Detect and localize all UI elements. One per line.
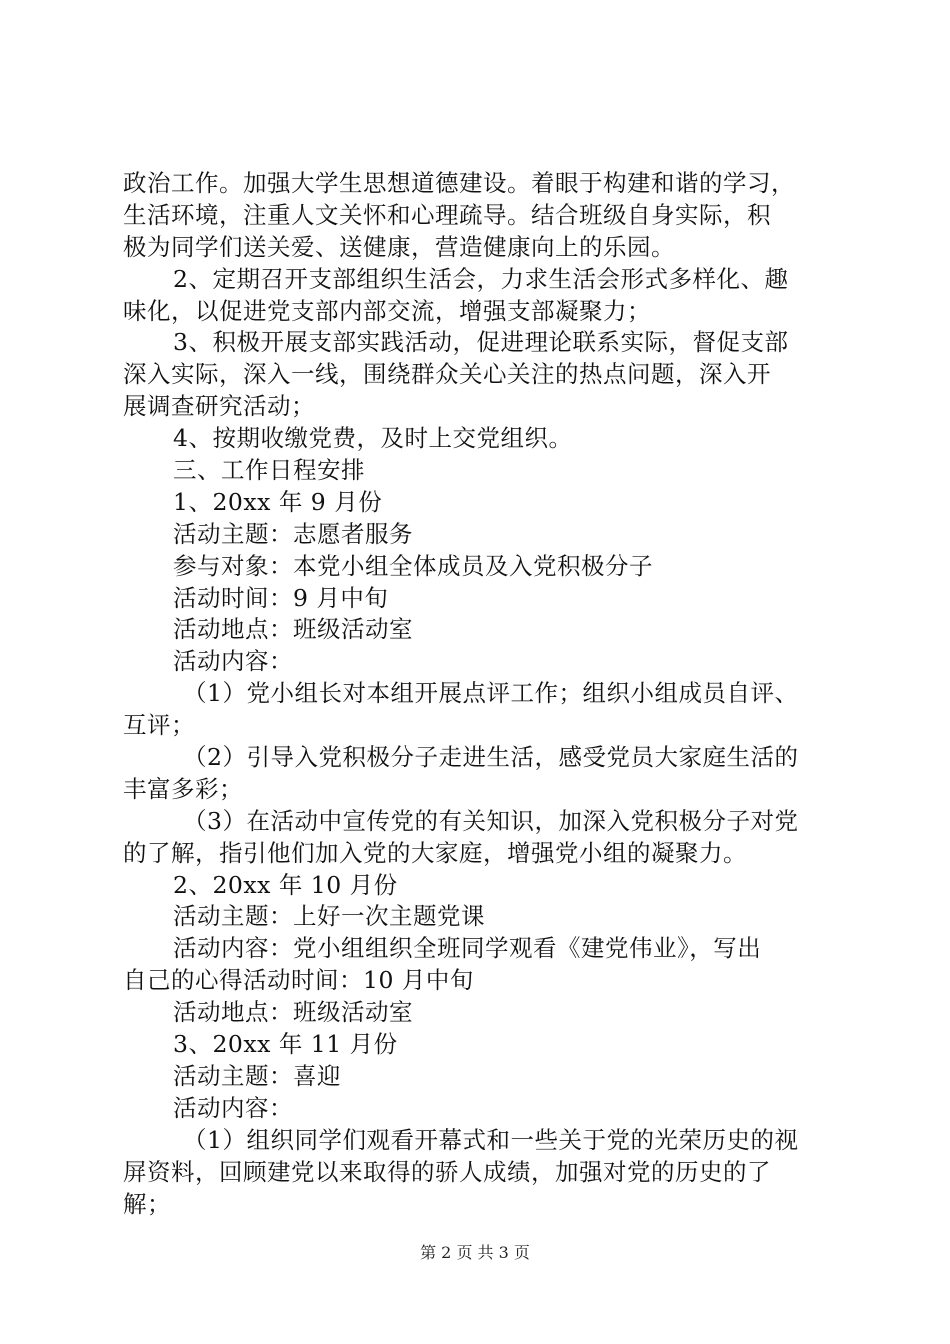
text-line: 互评； [123,711,195,740]
text-line: 参与对象：本党小组全体成员及入党积极分子 [173,551,653,580]
text-line: 政治工作。加强大学生思想道德建设。着眼于构建和谐的学习， [123,169,795,197]
text-line: 活动主题：上好一次主题党课 [173,902,485,931]
text-line: （1）组织同学们观看开幕式和一些关于党的光荣历史的视 [183,1125,799,1154]
text-line: 活动主题：志愿者服务 [173,519,413,548]
text-line: 展调查研究活动； [123,392,315,421]
text-line: 深入实际，深入一线，围绕群众关心关注的热点问题，深入开 [123,360,771,389]
text-line: 的了解，指引他们加入党的大家庭，增强党小组的凝聚力。 [123,838,747,867]
text-line: 3、积极开展支部实践活动，促进理论联系实际，督促支部 [173,328,789,357]
section-heading: 三、工作日程安排 [173,456,365,485]
text-line: 极为同学们送关爱、送健康，营造健康向上的乐园。 [123,232,675,261]
text-line: 活动内容： [173,647,293,676]
text-line: （1）党小组长对本组开展点评工作；组织小组成员自评、 [183,679,799,708]
text-line: 活动地点：班级活动室 [173,615,413,644]
schedule-item-heading: 3、20xx 年 11 月份 [173,1030,398,1059]
text-line: 自己的心得活动时间：10 月中旬 [123,966,474,995]
text-line: 解； [123,1189,171,1218]
text-line: 2、定期召开支部组织生活会，力求生活会形式多样化、趣 [173,264,789,293]
text-line: 活动内容：党小组组织全班同学观看《建党伟业》，写出 [173,934,762,963]
text-line: 生活环境，注重人文关怀和心理疏导。结合班级自身实际，积 [123,200,771,229]
text-line: 屏资料，回顾建党以来取得的骄人成绩，加强对党的历史的了 [123,1157,771,1186]
page-number-footer: 第 2 页 共 3 页 [420,1243,530,1262]
text-line: 4、按期收缴党费，及时上交党组织。 [173,424,573,453]
text-line: 活动主题：喜迎 [173,1061,341,1090]
text-line: 活动时间：9 月中旬 [173,583,389,612]
text-line: 活动内容： [173,1093,293,1122]
text-line: 丰富多彩； [123,774,243,803]
text-line: （3）在活动中宣传党的有关知识，加深入党积极分子对党 [183,806,799,835]
schedule-item-heading: 1、20xx 年 9 月份 [173,487,383,516]
document-body [123,168,843,1220]
schedule-item-heading: 2、20xx 年 10 月份 [173,870,398,899]
text-line: 活动地点：班级活动室 [173,998,413,1027]
text-line: 味化，以促进党支部内部交流，增强支部凝聚力； [123,296,651,325]
text-line: （2）引导入党积极分子走进生活，感受党员大家庭生活的 [183,743,799,772]
